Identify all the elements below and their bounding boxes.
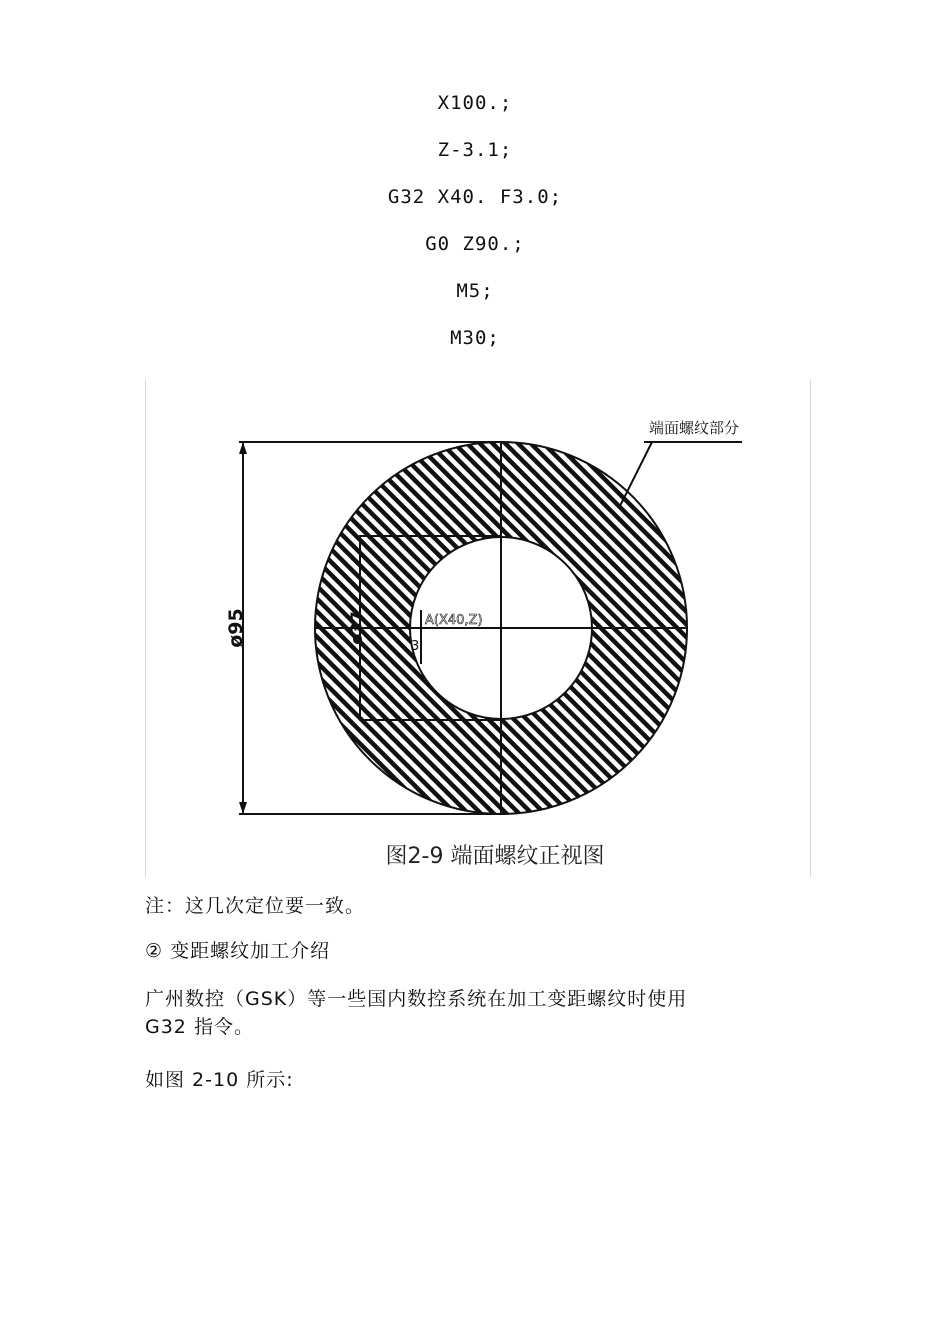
code-line: M30; [450, 327, 500, 349]
paragraph [145, 985, 805, 1041]
code-line: G32 X40. F3.0; [387, 186, 563, 208]
code-line: X100.; [437, 92, 513, 114]
face-thread-figure [145, 380, 811, 877]
outer-diameter-label: ø95 [225, 608, 247, 648]
paragraph-line: 广州数控（GSK）等一些国内数控系统在加工变距螺纹时使用 [145, 988, 688, 1010]
note-line: 注：这几次定位要一致。 [145, 895, 366, 917]
code-line: G0 Z90.; [425, 233, 525, 255]
point-a-label: A(X40,Z) [425, 613, 483, 628]
callout-leader [620, 442, 652, 506]
face-thread-diagram [146, 380, 810, 877]
code-line: Z-3.1; [437, 139, 513, 161]
dim-arrow-top [239, 442, 247, 454]
depth-label: 3 [411, 639, 420, 654]
section-title: ② 变距螺纹加工介绍 [145, 940, 331, 962]
figure-reference: 如图 2-10 所示: [145, 1069, 294, 1091]
gcode-listing [0, 92, 950, 374]
inner-diameter-label: ø37 [347, 611, 366, 645]
dim-arrow-bottom [239, 802, 247, 814]
paragraph-line: G32 指令。 [145, 1016, 254, 1038]
code-line: M5; [456, 280, 494, 302]
callout-label: 端面螺纹部分 [649, 419, 740, 437]
figure-caption: 图2-9 端面螺纹正视图 [385, 844, 605, 869]
